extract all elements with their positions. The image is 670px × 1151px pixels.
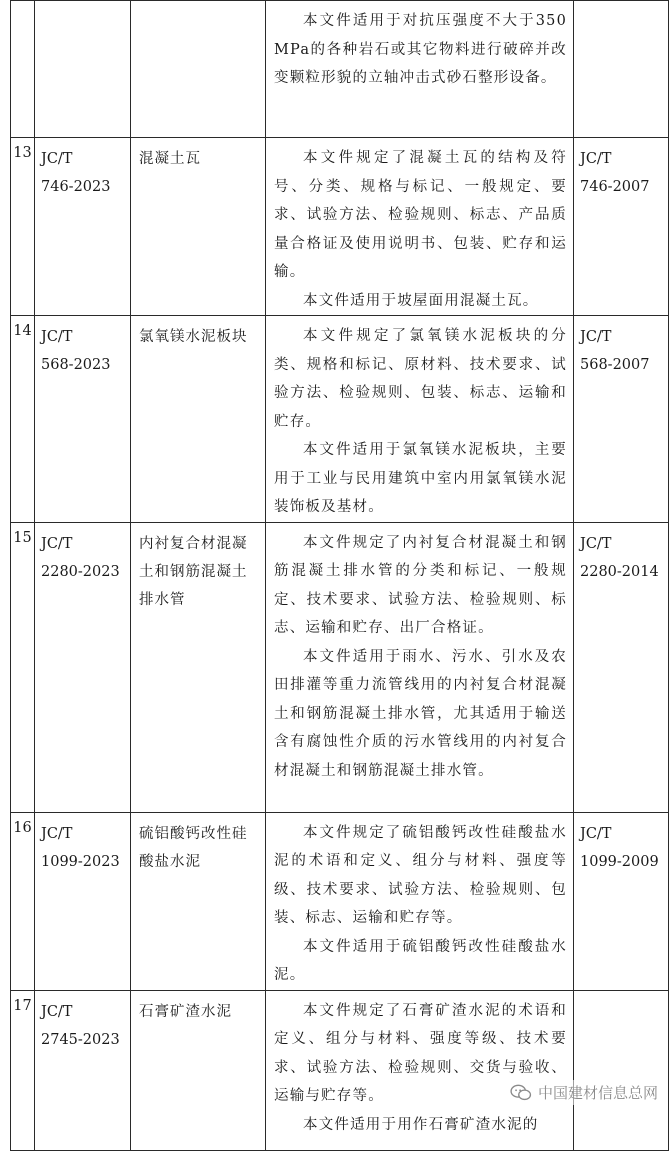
standard-code <box>35 812 131 990</box>
row-number: 14 <box>11 316 35 523</box>
standard-description <box>266 990 574 1150</box>
table-row <box>11 316 669 523</box>
standard-code-text: JC/T 2745-2023 <box>41 1003 120 1048</box>
wechat-icon <box>510 1084 532 1102</box>
description-paragraph: 本文件适用于硫铝酸钙改性硅酸盐水泥。 <box>274 938 567 983</box>
description-paragraph: 本文件适用于坡屋面用混凝土瓦。 <box>303 292 539 309</box>
standard-code-text: JC/T 746-2023 <box>41 151 111 195</box>
watermark-text: 中国建材信息总网 <box>537 1084 658 1102</box>
replaced-standard <box>574 812 669 990</box>
table-row <box>11 522 669 812</box>
standard-code <box>35 138 131 316</box>
standard-name: 石膏矿渣水泥 <box>131 990 266 1150</box>
description-paragraph: 本文件适用于对抗压强度不大于350 MPa的各种岩石或其它物料进行破碎并改变颗粒形貌的立轴冲击式砂石整形设备。 <box>274 13 567 86</box>
table-row <box>11 990 669 1150</box>
description-paragraph: 本文件适用于氯氧镁水泥板块，主要用于工业与民用建筑中室内用氯氧镁水泥装饰板及基材。 <box>274 442 567 515</box>
row-number: 17 <box>11 990 35 1150</box>
replaced-standard-text: JC/T 746-2007 <box>580 151 650 195</box>
standard-code-text: JC/T 2280-2023 <box>41 535 120 580</box>
standard-code <box>35 522 131 812</box>
standard-description <box>266 316 574 523</box>
replaced-standard-text: JC/T 2280-2014 <box>580 535 659 580</box>
replaced-standard-text: JC/T 1099-2009 <box>580 825 659 870</box>
watermark <box>506 1080 662 1105</box>
row-number: 16 <box>11 812 35 990</box>
replaced-standard <box>574 316 669 523</box>
description-paragraph: 本文件规定了氯氧镁水泥板块的分类、规格和标记、原材料、技术要求、试验方法、检验规则、包装、标志、运输和贮存。 <box>274 328 567 430</box>
standards-table <box>10 0 669 1151</box>
description-paragraph: 本文件规定了石膏矿渣水泥的术语和定义、组分与材料、强度等级、技术要求、试验方法、检验规则、交货与验收、运输与贮存等。 <box>274 1002 567 1104</box>
row-number: 13 <box>11 138 35 316</box>
description-paragraph: 本文件适用于用作石膏矿渣水泥的 <box>303 1116 539 1133</box>
table-row <box>11 812 669 990</box>
row-number: 15 <box>11 522 35 812</box>
description-paragraph: 本文件适用于雨水、污水、引水及农田排灌等重力流管线用的内衬复合材混凝土和钢筋混凝土排水管，尤其适用于输送含有腐蚀性介质的污水管线用的内衬复合材混凝土和钢筋混凝土排水管。 <box>274 648 567 779</box>
standard-name <box>131 1 266 138</box>
replaced-standard-text: JC/T 568-2007 <box>580 329 650 373</box>
description-paragraph: 本文件规定了内衬复合材混凝土和钢筋混凝土排水管的分类和标记、一般规定、技术要求、试验方法、检验规则、标志、运输和贮存、出厂合格证。 <box>274 534 567 636</box>
replaced-standard <box>574 138 669 316</box>
description-paragraph: 本文件规定了混凝土瓦的结构及符号、分类、规格与标记、一般规定、要求、试验方法、检验规则、标志、产品质量合格证及使用说明书、包装、贮存和运输。 <box>274 150 567 280</box>
standard-description <box>266 812 574 990</box>
row-number <box>11 1 35 138</box>
standard-name: 内衬复合材混凝土和钢筋混凝土排水管 <box>131 522 266 812</box>
standard-code-text: JC/T 1099-2023 <box>41 825 120 870</box>
table-row <box>11 1 669 138</box>
description-paragraph: 本文件规定了硫铝酸钙改性硅酸盐水泥的术语和定义、组分与材料、强度等级、技术要求、试验方法、检验规则、包装、标志、运输和贮存等。 <box>274 824 567 926</box>
standard-description <box>266 522 574 812</box>
standard-name: 硫铝酸钙改性硅酸盐水泥 <box>131 812 266 990</box>
standard-code-text: JC/T 568-2023 <box>41 329 111 373</box>
replaced-standard <box>574 990 669 1150</box>
table-row <box>11 138 669 316</box>
replaced-standard <box>574 522 669 812</box>
standard-code <box>35 990 131 1150</box>
standard-name: 氯氧镁水泥板块 <box>131 316 266 523</box>
replaced-standard <box>574 1 669 138</box>
standard-description <box>266 1 574 138</box>
standard-code <box>35 1 131 138</box>
standard-code <box>35 316 131 523</box>
standard-name: 混凝土瓦 <box>131 138 266 316</box>
standard-description <box>266 138 574 316</box>
